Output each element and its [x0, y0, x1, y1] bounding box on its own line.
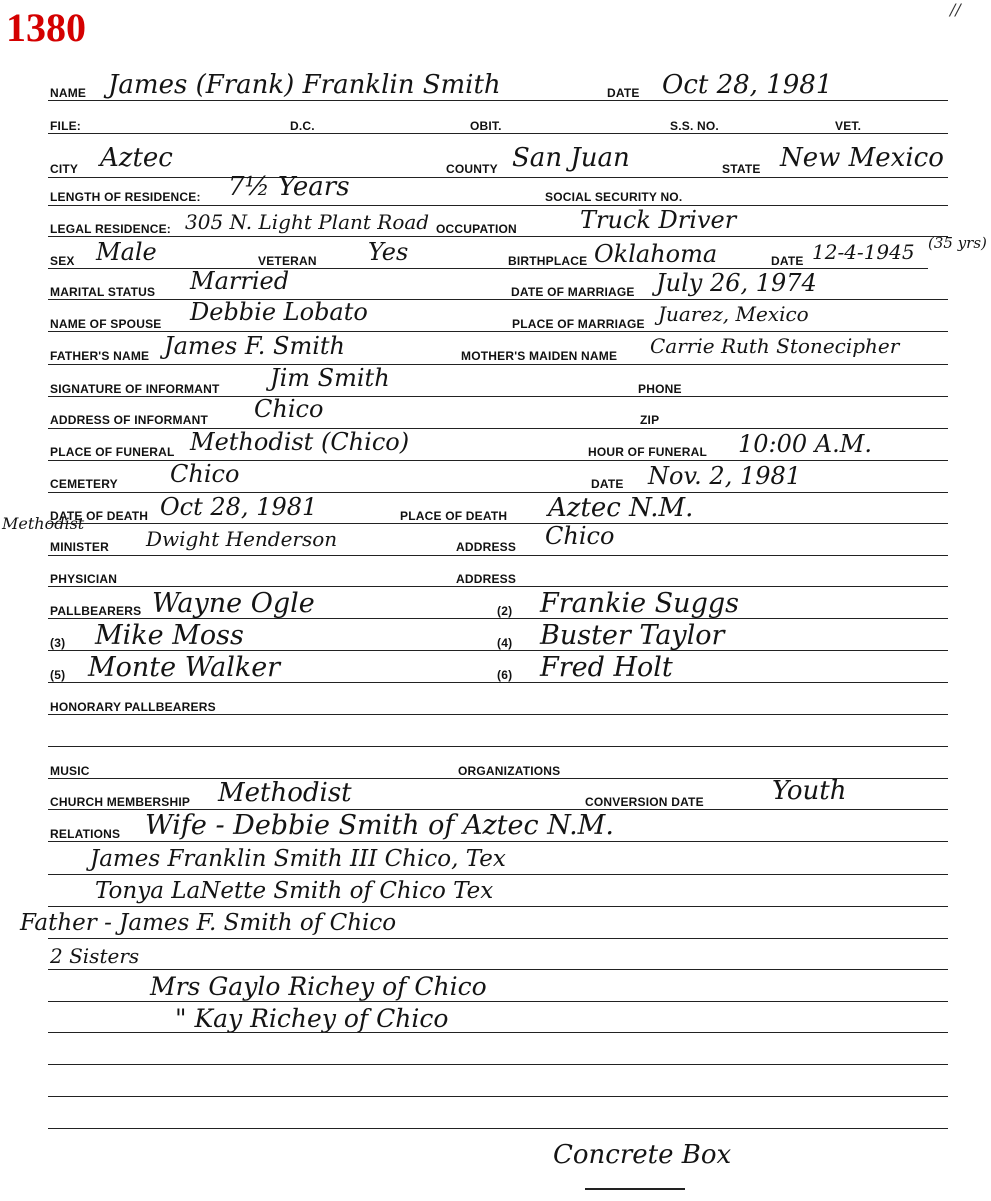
value-cemetery: Chico	[170, 460, 240, 488]
label-length-of-residence: LENGTH OF RESIDENCE:	[50, 190, 201, 204]
rule-pallbearers-3	[48, 682, 948, 683]
value-conversion-date: Youth	[772, 776, 847, 806]
rule-relations-7	[48, 1032, 948, 1033]
value-sex: Male	[96, 238, 157, 266]
value-date: Oct 28, 1981	[662, 70, 833, 100]
label-pallbearer-2: (2)	[497, 604, 513, 618]
rule-city	[48, 177, 948, 178]
label-physician: PHYSICIAN	[50, 572, 118, 586]
label-date-of-marriage: DATE OF MARRIAGE	[511, 285, 635, 299]
label-birth-date: DATE	[771, 254, 804, 268]
rule-relations-10	[48, 1128, 948, 1129]
label-minister-address: ADDRESS	[456, 540, 517, 554]
value-date-of-death: Oct 28, 1981	[160, 493, 318, 521]
label-date: DATE	[607, 86, 640, 100]
value-signature-of-informant: Jim Smith	[270, 364, 390, 392]
label-legal-residence: LEGAL RESIDENCE:	[50, 222, 171, 236]
value-place-of-death: Aztec N.M.	[548, 493, 694, 523]
label-social-security-no: SOCIAL SECURITY NO.	[545, 190, 683, 204]
label-ssno: S.S. NO.	[670, 119, 719, 133]
corner-mark: //	[950, 0, 961, 19]
rule-relations-8	[48, 1064, 948, 1065]
value-relations-line-4: Father - James F. Smith of Chico	[20, 910, 397, 936]
rule-relations-9	[48, 1096, 948, 1097]
rule-file	[48, 133, 948, 134]
label-place-of-funeral: PLACE OF FUNERAL	[50, 445, 175, 459]
label-county: COUNTY	[446, 162, 498, 176]
label-occupation: OCCUPATION	[436, 222, 517, 236]
rule-minister	[48, 555, 948, 556]
value-church-membership: Methodist	[218, 778, 352, 808]
value-place-of-funeral: Methodist (Chico)	[190, 428, 410, 456]
value-cemetery-date: Nov. 2, 1981	[648, 462, 802, 490]
label-name: NAME	[50, 86, 87, 100]
rule-pallbearers-1	[48, 618, 948, 619]
value-fathers-name: James F. Smith	[164, 332, 345, 360]
rule-signature	[48, 396, 948, 397]
label-conversion-date: CONVERSION DATE	[585, 795, 704, 809]
value-place-of-marriage: Juarez, Mexico	[658, 302, 809, 326]
label-marital-status: MARITAL STATUS	[50, 285, 156, 299]
value-relations-line-2: James Franklin Smith III Chico, Tex	[90, 846, 506, 872]
label-pallbearers: PALLBEARERS	[50, 604, 142, 618]
value-relations-line-6: Mrs Gaylo Richey of Chico	[150, 972, 487, 1001]
rule-length-of-residence	[48, 205, 948, 206]
value-date-of-marriage: July 26, 1974	[656, 269, 817, 297]
label-fathers-name: FATHER'S NAME	[50, 349, 150, 363]
value-minister-note: Methodist	[2, 514, 85, 533]
rule-honorary-1	[48, 714, 948, 715]
rule-pallbearers-2	[48, 650, 948, 651]
label-vet: VET.	[835, 119, 862, 133]
label-address-of-informant: ADDRESS OF INFORMANT	[50, 413, 208, 427]
label-pallbearer-3: (3)	[50, 636, 66, 650]
rule-relations-5	[48, 969, 948, 970]
label-signature-of-informant: SIGNATURE OF INFORMANT	[50, 382, 220, 396]
rule-name	[48, 100, 948, 101]
value-relations-line-3: Tonya LaNette Smith of Chico Tex	[95, 878, 494, 904]
rule-honorary-2	[48, 746, 948, 747]
value-state: New Mexico	[780, 143, 944, 173]
value-minister-address: Chico	[545, 522, 615, 550]
label-hour-of-funeral: HOUR OF FUNERAL	[588, 445, 707, 459]
value-city: Aztec	[100, 143, 173, 173]
label-relations: RELATIONS	[50, 827, 121, 841]
label-pallbearer-6: (6)	[497, 668, 513, 682]
rule-physician	[48, 586, 948, 587]
label-place-of-marriage: PLACE OF MARRIAGE	[512, 317, 645, 331]
rule-legal-residence	[48, 236, 948, 237]
value-veteran: Yes	[368, 238, 409, 266]
label-pallbearer-4: (4)	[497, 636, 513, 650]
value-age-note: (35 yrs)	[928, 234, 987, 252]
value-birthplace: Oklahoma	[594, 240, 718, 268]
label-file: FILE:	[50, 119, 81, 133]
rule-relations-4	[48, 938, 948, 939]
label-date-of-death: DATE OF DEATH	[50, 509, 149, 523]
footer-underline	[585, 1188, 685, 1190]
label-zip: ZIP	[640, 413, 660, 427]
label-minister: MINISTER	[50, 540, 109, 554]
value-relations-line-5: 2 Sisters	[50, 944, 140, 968]
label-obit: OBIT.	[470, 119, 502, 133]
document-number: 1380	[6, 5, 86, 50]
label-honorary-pallbearers: HONORARY PALLBEARERS	[50, 700, 216, 714]
value-hour-of-funeral: 10:00 A.M.	[738, 430, 872, 458]
label-place-of-death: PLACE OF DEATH	[400, 509, 508, 523]
label-birthplace: BIRTHPLACE	[508, 254, 588, 268]
value-relations-line-1: Wife - Debbie Smith of Aztec N.M.	[145, 810, 614, 841]
label-music: MUSIC	[50, 764, 90, 778]
label-cemetery: CEMETERY	[50, 477, 118, 491]
label-name-of-spouse: NAME OF SPOUSE	[50, 317, 162, 331]
value-relations-line-7: " Kay Richey of Chico	[175, 1004, 449, 1033]
label-mothers-maiden-name: MOTHER'S MAIDEN NAME	[461, 349, 618, 363]
value-pallbearer-4: Buster Taylor	[540, 620, 725, 651]
value-birth-date: 12-4-1945	[812, 240, 915, 264]
value-legal-residence: 305 N. Light Plant Road	[185, 210, 430, 234]
value-marital-status: Married	[190, 267, 290, 295]
value-pallbearer-3: Mike Moss	[95, 620, 244, 651]
label-phone: PHONE	[638, 382, 682, 396]
value-occupation: Truck Driver	[580, 206, 737, 234]
value-address-of-informant: Chico	[254, 395, 324, 423]
rule-date-of-death	[48, 523, 948, 524]
value-county: San Juan	[512, 143, 630, 173]
label-physician-address: ADDRESS	[456, 572, 517, 586]
label-pallbearer-5: (5)	[50, 668, 66, 682]
value-minister: Dwight Henderson	[146, 527, 338, 551]
rule-relations-1	[48, 841, 948, 842]
label-dc: D.C.	[290, 119, 315, 133]
label-city: CITY	[50, 162, 79, 176]
label-organizations: ORGANIZATIONS	[458, 764, 561, 778]
value-name: James (Frank) Franklin Smith	[108, 70, 501, 100]
value-mothers-maiden-name: Carrie Ruth Stonecipher	[650, 334, 900, 358]
label-state: STATE	[722, 162, 761, 176]
rule-address-of-informant	[48, 428, 948, 429]
rule-fathers-name	[48, 364, 948, 365]
rule-relations-2	[48, 874, 948, 875]
value-pallbearer-2: Frankie Suggs	[540, 588, 739, 619]
value-name-of-spouse: Debbie Lobato	[190, 298, 368, 326]
rule-relations-3	[48, 906, 948, 907]
label-cemetery-date: DATE	[591, 477, 624, 491]
value-pallbearer-5: Monte Walker	[88, 652, 281, 683]
value-pallbearer-6: Fred Holt	[540, 652, 673, 683]
value-pallbearer-1: Wayne Ogle	[152, 588, 315, 619]
rule-marital-status	[48, 299, 948, 300]
value-length-of-residence: 7½ Years	[228, 172, 350, 202]
label-veteran: VETERAN	[258, 254, 317, 268]
rule-relations-6	[48, 1001, 948, 1002]
label-church-membership: CHURCH MEMBERSHIP	[50, 795, 191, 809]
label-sex: SEX	[50, 254, 75, 268]
value-footer-note: Concrete Box	[553, 1140, 732, 1170]
